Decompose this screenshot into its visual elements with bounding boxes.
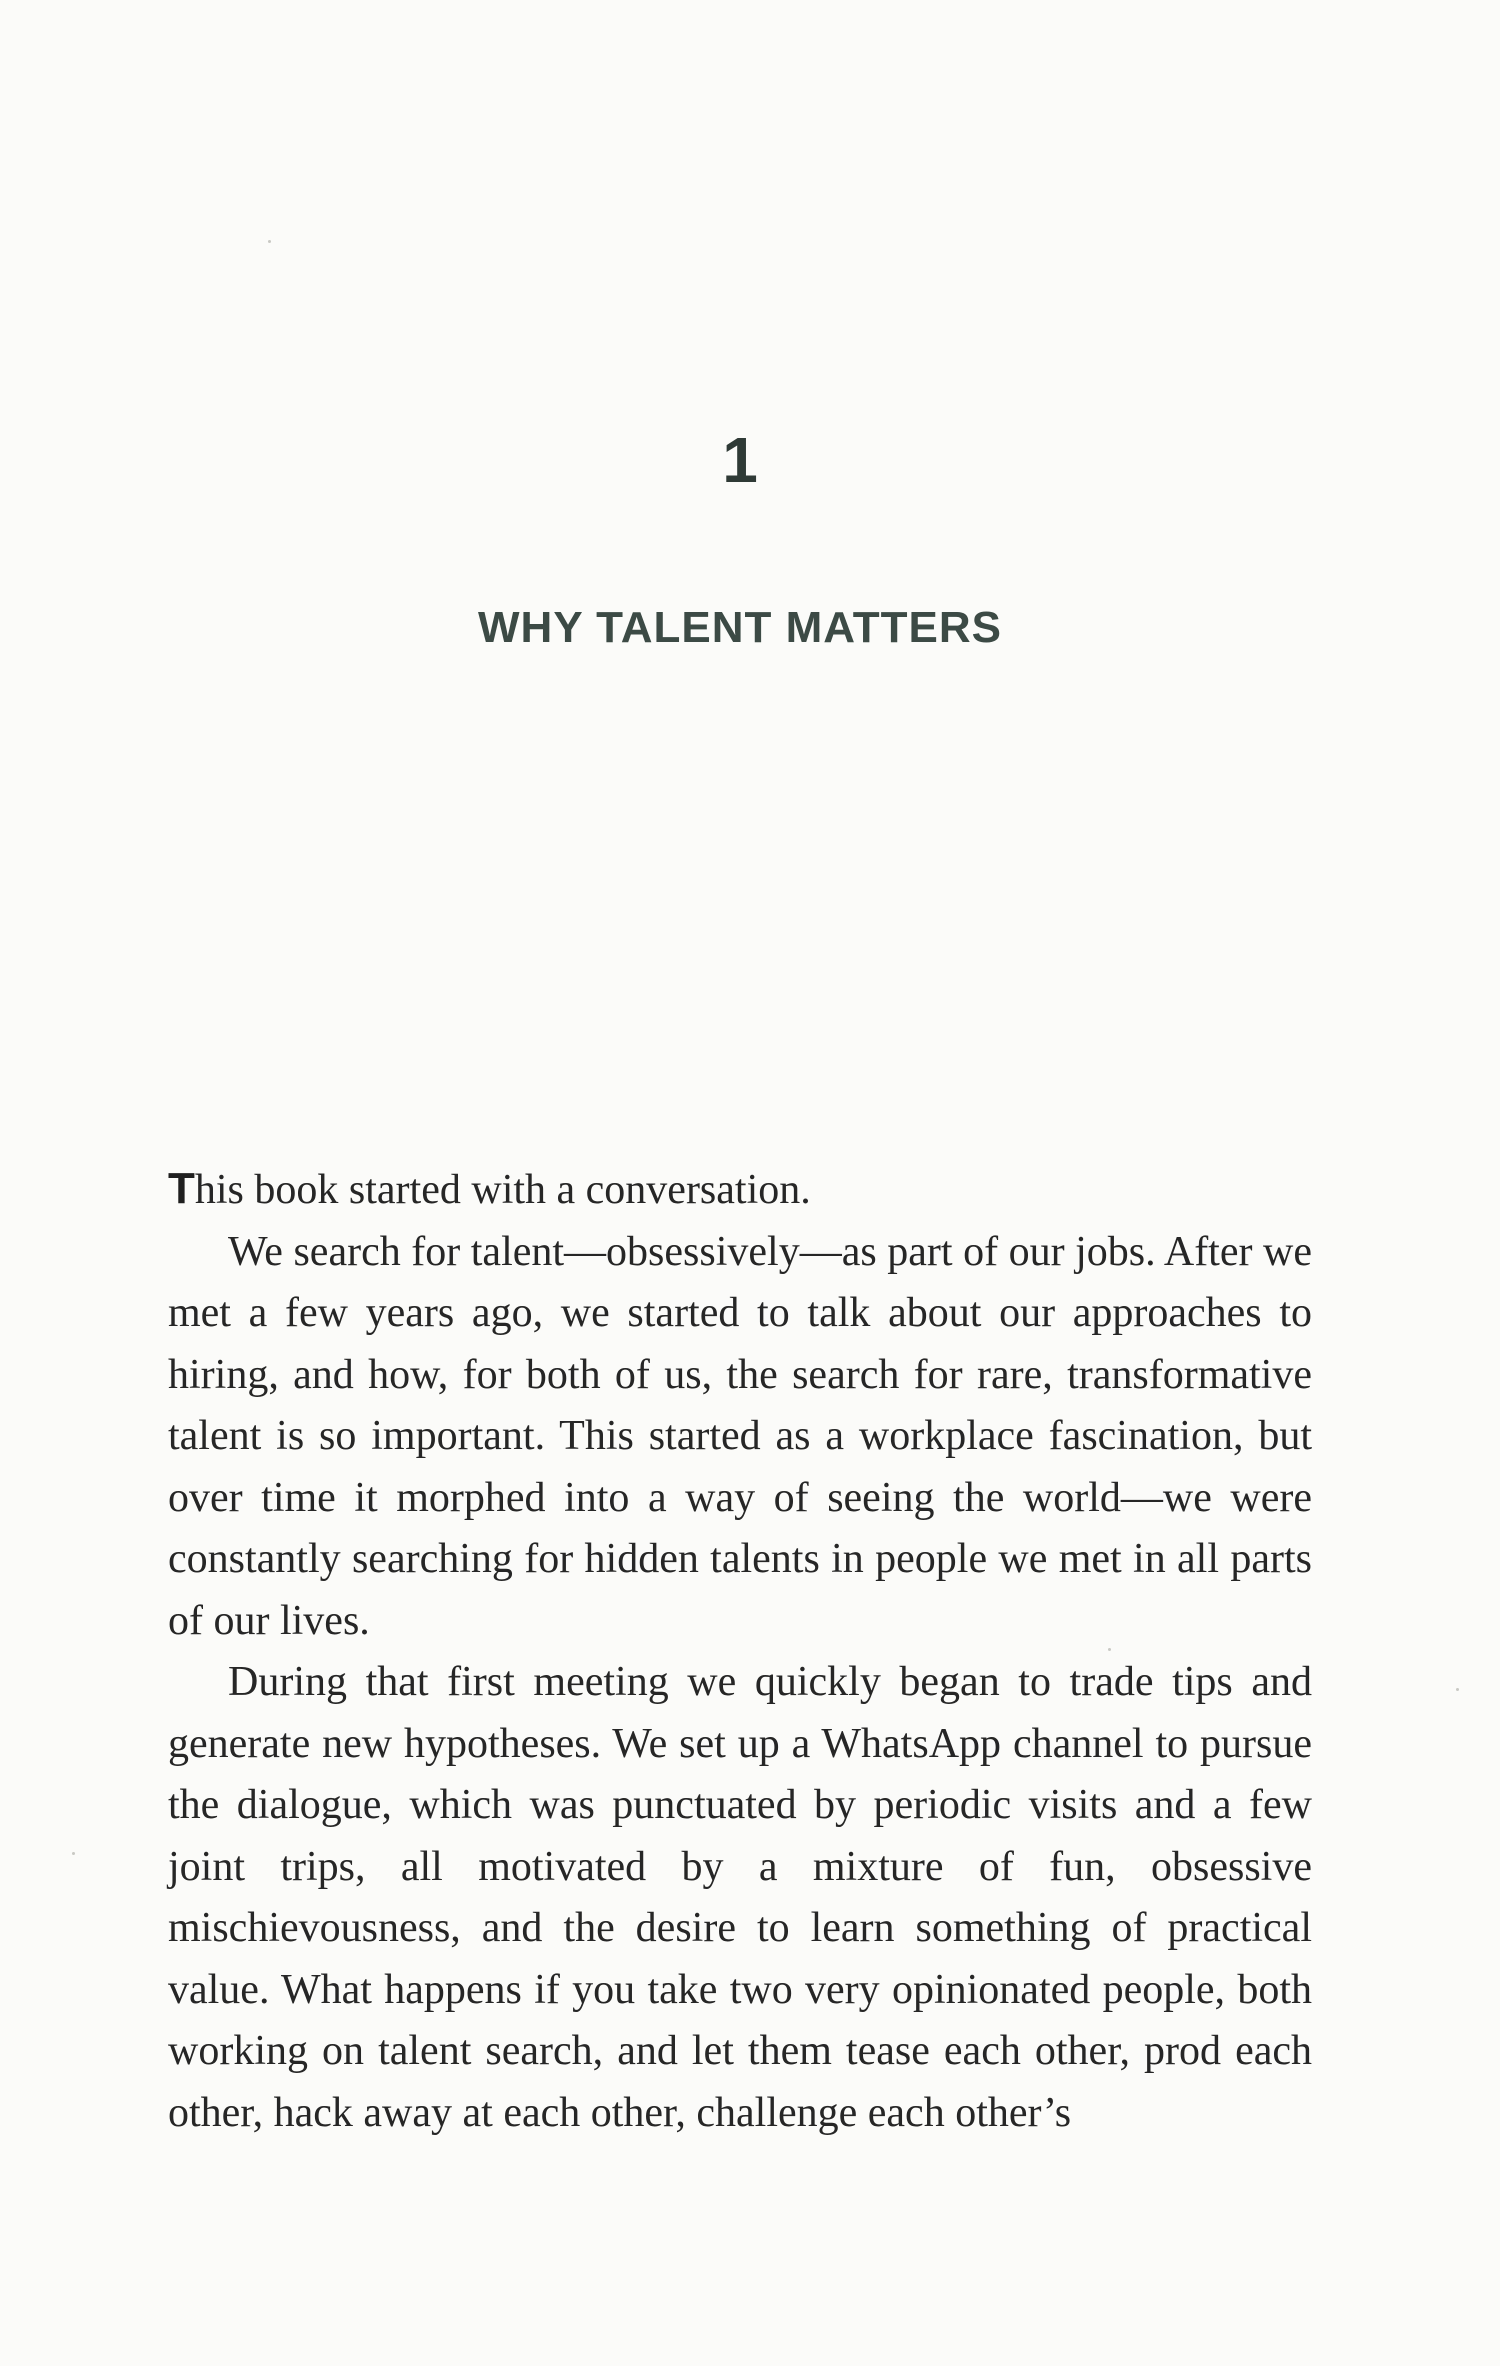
scan-speck <box>268 240 271 243</box>
chapter-number: 1 <box>722 424 758 496</box>
chapter-body <box>168 1158 1312 2144</box>
paragraph-2: We search for talent—obsessively—as part of our jobs. After we met a few years ago, we started to talk about our approaches to hiring, and how, for both of us, the search for rare, transformative talent is so important. This started as a workplace fascination, but over time it morphed into a way of seeing the world—we were constantly searching for hidden talents in people we met in all parts of our lives. <box>168 1228 1312 1644</box>
drop-cap: T <box>168 1164 195 1213</box>
paragraph-opening <box>168 1158 1312 1222</box>
scan-speck <box>72 1852 75 1855</box>
paragraph-3: During that first meeting we quickly began to trade tips and generate new hypotheses. We set up a WhatsApp channel to pursue the dialogue, which was punctuated by periodic visits and a few joint trips, all motivated by a mixture of fun, obsessive mischievousness, and the desire to learn something of practical value. What happens if you take two very opinionated people, both working on talent search, and let them tease each other, prod each other, hack away at each other, challenge each other’s <box>168 1659 1312 2136</box>
chapter-title: WHY TALENT MATTERS <box>478 603 1002 652</box>
scan-speck <box>1108 1648 1111 1651</box>
opening-sentence: his book started with a conversation. <box>194 1167 811 1213</box>
scan-speck <box>1456 1688 1459 1691</box>
